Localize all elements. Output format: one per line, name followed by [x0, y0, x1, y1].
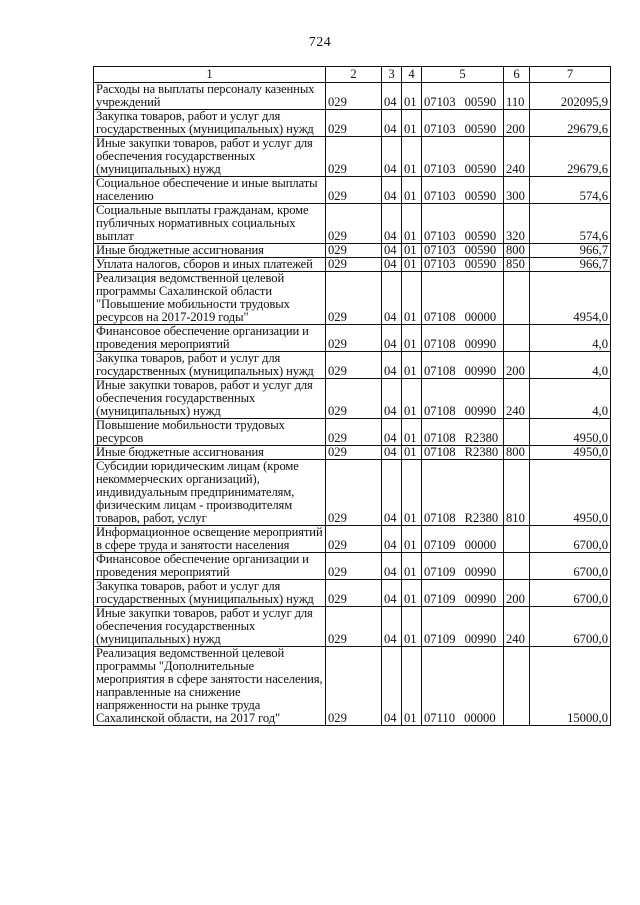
section-code: 04 — [382, 177, 402, 204]
table-row — [94, 204, 611, 244]
amount: 15000,0 — [530, 647, 611, 726]
subsection-code: 01 — [402, 272, 422, 325]
section-code: 04 — [382, 325, 402, 352]
table-row — [94, 258, 611, 272]
expense-type-code — [504, 526, 530, 553]
section-code: 04 — [382, 553, 402, 580]
subsection-code: 01 — [402, 379, 422, 419]
column-header: 5 — [422, 67, 504, 83]
column-header: 4 — [402, 67, 422, 83]
amount: 4950,0 — [530, 446, 611, 460]
amount: 6700,0 — [530, 580, 611, 607]
table-row — [94, 177, 611, 204]
row-description: Субсидии юридическим лицам (кроме некоммерческих организаций), индивидуальным предпринимателям, физическим лицам - производителям товаров, работ, услуг — [94, 460, 326, 526]
target-article-code: 07109 00000 — [422, 526, 504, 553]
expense-type-code: 200 — [504, 110, 530, 137]
subsection-code: 01 — [402, 110, 422, 137]
expense-type-code: 300 — [504, 177, 530, 204]
section-code: 04 — [382, 258, 402, 272]
section-code: 04 — [382, 419, 402, 446]
table-row — [94, 244, 611, 258]
expense-type-code — [504, 419, 530, 446]
target-article-code: 07109 00990 — [422, 553, 504, 580]
amount: 4,0 — [530, 352, 611, 379]
section-code: 04 — [382, 460, 402, 526]
expense-type-code: 810 — [504, 460, 530, 526]
section-code: 04 — [382, 607, 402, 647]
admin-code: 029 — [326, 379, 382, 419]
subsection-code: 01 — [402, 553, 422, 580]
table-row — [94, 272, 611, 325]
admin-code: 029 — [326, 204, 382, 244]
admin-code: 029 — [326, 325, 382, 352]
subsection-code: 01 — [402, 177, 422, 204]
expense-type-code — [504, 325, 530, 352]
row-description: Закупка товаров, работ и услуг для государственных (муниципальных) нужд — [94, 580, 326, 607]
table-row — [94, 607, 611, 647]
budget-table — [93, 66, 611, 726]
subsection-code: 01 — [402, 580, 422, 607]
admin-code: 029 — [326, 258, 382, 272]
row-description: Закупка товаров, работ и услуг для государственных (муниципальных) нужд — [94, 110, 326, 137]
target-article-code: 07108 00990 — [422, 379, 504, 419]
table-row — [94, 419, 611, 446]
amount: 6700,0 — [530, 526, 611, 553]
subsection-code: 01 — [402, 647, 422, 726]
subsection-code: 01 — [402, 607, 422, 647]
subsection-code: 01 — [402, 526, 422, 553]
admin-code: 029 — [326, 526, 382, 553]
target-article-code: 07110 00000 — [422, 647, 504, 726]
admin-code: 029 — [326, 272, 382, 325]
table-row — [94, 137, 611, 177]
target-article-code: 07103 00590 — [422, 83, 504, 110]
amount: 966,7 — [530, 258, 611, 272]
amount: 29679,6 — [530, 110, 611, 137]
admin-code: 029 — [326, 553, 382, 580]
table-row — [94, 379, 611, 419]
expense-type-code — [504, 272, 530, 325]
section-code: 04 — [382, 110, 402, 137]
admin-code: 029 — [326, 83, 382, 110]
target-article-code: 07108 R2380 — [422, 419, 504, 446]
section-code: 04 — [382, 352, 402, 379]
admin-code: 029 — [326, 607, 382, 647]
admin-code: 029 — [326, 137, 382, 177]
target-article-code: 07108 R2380 — [422, 446, 504, 460]
row-description: Закупка товаров, работ и услуг для государственных (муниципальных) нужд — [94, 352, 326, 379]
amount: 6700,0 — [530, 607, 611, 647]
row-description: Финансовое обеспечение организации и проведения мероприятий — [94, 553, 326, 580]
subsection-code: 01 — [402, 460, 422, 526]
row-description: Иные бюджетные ассигнования — [94, 446, 326, 460]
column-header: 6 — [504, 67, 530, 83]
expense-type-code: 240 — [504, 137, 530, 177]
admin-code: 029 — [326, 460, 382, 526]
section-code: 04 — [382, 137, 402, 177]
column-header: 7 — [530, 67, 611, 83]
subsection-code: 01 — [402, 244, 422, 258]
row-description: Иные закупки товаров, работ и услуг для обеспечения государственных (муниципальных) нужд — [94, 607, 326, 647]
amount: 29679,6 — [530, 137, 611, 177]
table-row — [94, 83, 611, 110]
section-code: 04 — [382, 244, 402, 258]
row-description: Иные закупки товаров, работ и услуг для обеспечения государственных (муниципальных) нужд — [94, 379, 326, 419]
target-article-code: 07103 00590 — [422, 177, 504, 204]
expense-type-code — [504, 647, 530, 726]
expense-type-code: 240 — [504, 607, 530, 647]
table-row — [94, 526, 611, 553]
row-description: Повышение мобильности трудовых ресурсов — [94, 419, 326, 446]
table-row — [94, 553, 611, 580]
table-row — [94, 580, 611, 607]
subsection-code: 01 — [402, 83, 422, 110]
row-description: Реализация ведомственной целевой программы "Дополнительные мероприятия в сфере занятости населения, направленные на снижение напряженности на рынке труда Сахалинской области, на 2017 год" — [94, 647, 326, 726]
section-code: 04 — [382, 446, 402, 460]
subsection-code: 01 — [402, 325, 422, 352]
target-article-code: 07108 00990 — [422, 325, 504, 352]
table-row — [94, 325, 611, 352]
section-code: 04 — [382, 379, 402, 419]
subsection-code: 01 — [402, 419, 422, 446]
expense-type-code: 200 — [504, 352, 530, 379]
subsection-code: 01 — [402, 352, 422, 379]
section-code: 04 — [382, 83, 402, 110]
section-code: 04 — [382, 204, 402, 244]
amount: 6700,0 — [530, 553, 611, 580]
row-description: Социальные выплаты гражданам, кроме публичных нормативных социальных выплат — [94, 204, 326, 244]
row-description: Информационное освещение мероприятий в сфере труда и занятости населения — [94, 526, 326, 553]
admin-code: 029 — [326, 446, 382, 460]
target-article-code: 07109 00990 — [422, 607, 504, 647]
amount: 4954,0 — [530, 272, 611, 325]
budget-table-body — [94, 83, 611, 726]
expense-type-code: 110 — [504, 83, 530, 110]
admin-code: 029 — [326, 647, 382, 726]
section-code: 04 — [382, 580, 402, 607]
amount: 4,0 — [530, 325, 611, 352]
admin-code: 029 — [326, 352, 382, 379]
admin-code: 029 — [326, 419, 382, 446]
row-description: Уплата налогов, сборов и иных платежей — [94, 258, 326, 272]
subsection-code: 01 — [402, 446, 422, 460]
row-description: Расходы на выплаты персоналу казенных учреждений — [94, 83, 326, 110]
target-article-code: 07108 R2380 — [422, 460, 504, 526]
table-row — [94, 460, 611, 526]
expense-type-code: 800 — [504, 446, 530, 460]
amount: 4950,0 — [530, 419, 611, 446]
table-row — [94, 446, 611, 460]
column-header: 3 — [382, 67, 402, 83]
subsection-code: 01 — [402, 137, 422, 177]
expense-type-code: 800 — [504, 244, 530, 258]
section-code: 04 — [382, 272, 402, 325]
row-description: Финансовое обеспечение организации и проведения мероприятий — [94, 325, 326, 352]
target-article-code: 07103 00590 — [422, 137, 504, 177]
amount: 574,6 — [530, 204, 611, 244]
target-article-code: 07103 00590 — [422, 110, 504, 137]
row-description: Реализация ведомственной целевой программы Сахалинской области "Повышение мобильности трудовых ресурсов на 2017-2019 годы" — [94, 272, 326, 325]
amount: 4950,0 — [530, 460, 611, 526]
table-row — [94, 352, 611, 379]
row-description: Иные закупки товаров, работ и услуг для обеспечения государственных (муниципальных) нужд — [94, 137, 326, 177]
admin-code: 029 — [326, 580, 382, 607]
expense-type-code: 850 — [504, 258, 530, 272]
target-article-code: 07103 00590 — [422, 204, 504, 244]
target-article-code: 07108 00000 — [422, 272, 504, 325]
amount: 202095,9 — [530, 83, 611, 110]
section-code: 04 — [382, 647, 402, 726]
column-header: 1 — [94, 67, 326, 83]
table-row — [94, 110, 611, 137]
section-code: 04 — [382, 526, 402, 553]
table-row — [94, 647, 611, 726]
target-article-code: 07109 00990 — [422, 580, 504, 607]
amount: 966,7 — [530, 244, 611, 258]
row-description: Иные бюджетные ассигнования — [94, 244, 326, 258]
target-article-code: 07103 00590 — [422, 244, 504, 258]
row-description: Социальное обеспечение и иные выплаты населению — [94, 177, 326, 204]
table-header-row — [94, 67, 611, 83]
admin-code: 029 — [326, 177, 382, 204]
page-number: 724 — [308, 35, 332, 50]
column-header: 2 — [326, 67, 382, 83]
expense-type-code: 200 — [504, 580, 530, 607]
subsection-code: 01 — [402, 204, 422, 244]
target-article-code: 07103 00590 — [422, 258, 504, 272]
expense-type-code — [504, 553, 530, 580]
amount: 574,6 — [530, 177, 611, 204]
target-article-code: 07108 00990 — [422, 352, 504, 379]
subsection-code: 01 — [402, 258, 422, 272]
amount: 4,0 — [530, 379, 611, 419]
admin-code: 029 — [326, 110, 382, 137]
expense-type-code: 240 — [504, 379, 530, 419]
expense-type-code: 320 — [504, 204, 530, 244]
admin-code: 029 — [326, 244, 382, 258]
